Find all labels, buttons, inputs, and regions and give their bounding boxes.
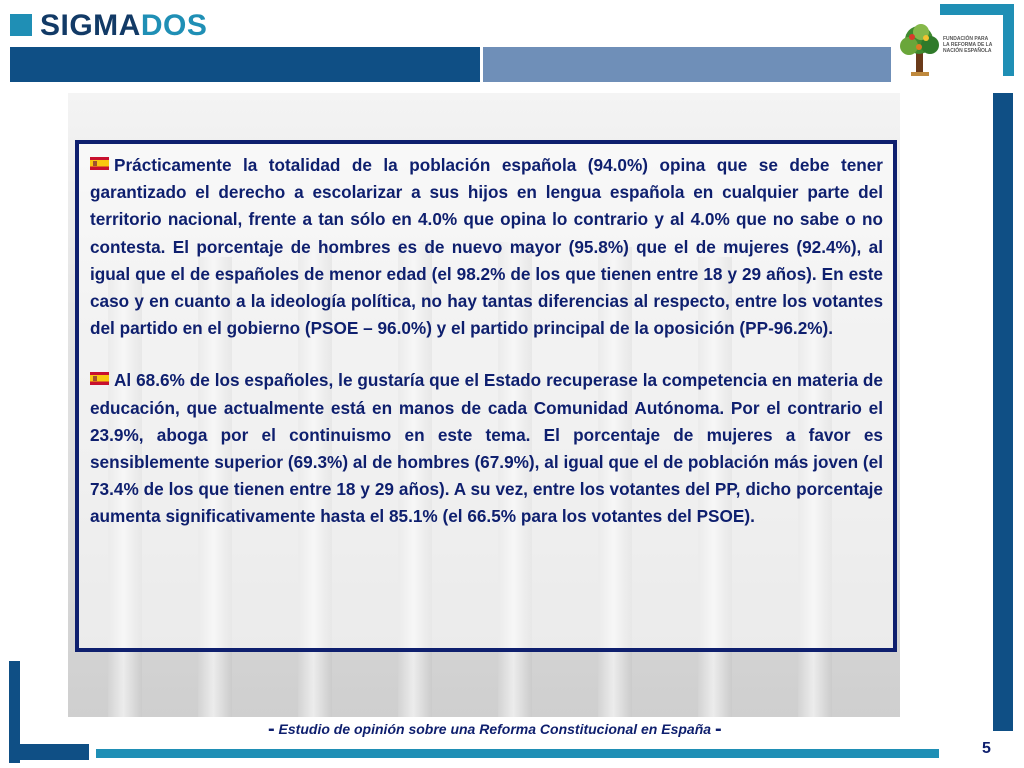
foundation-line: FUNDACIÓN PARA xyxy=(943,36,989,42)
footer-caption-text: Estudio de opinión sobre una Reforma Constitucional en España xyxy=(274,721,715,737)
paragraph-text: Al 68.6% de los españoles, le gustaría que el Estado recuperase la competencia en materia de educación, que actualmente está en manos de cada Comunidad Autónoma. Por el contrario el 23.9%, aboga por el continuismo en este tema. El porcentaje de mujeres a favor es sensiblemente superior (69.3%) al de hombres (67.9%), al igual que el de población más joven (el 73.4% de los que tienen entre 18 y 29 años). A su vez, entre los votantes del PP, dicho porcentaje aumenta significativamente hasta el 85.1% (el 66.5% para los votantes del PSOE). xyxy=(90,370,883,527)
tree-icon xyxy=(897,20,943,78)
header-bar-light xyxy=(483,47,891,82)
corner-bracket-bottom xyxy=(9,744,89,760)
header-bar-dark xyxy=(10,47,480,82)
bullet-paragraph xyxy=(90,367,883,530)
logo-text-dos: DOS xyxy=(140,9,208,42)
bullet-paragraph xyxy=(90,152,883,342)
footer-dash: - xyxy=(268,718,275,740)
paragraph-text: Prácticamente la totalidad de la población española (94.0%) opina que se debe tener garantizado el derecho a escolarizar a sus hijos en lengua española en cualquier parte del territorio nacional, frente a tan sólo en 4.0% que opina lo contrario y al 4.0% que no sabe o no contesta. El porcentaje de hombres es de nuevo mayor (95.8%) que el de mujeres (92.4%), al igual que el de españoles de menor edad (el 98.2% de los que tienen entre 18 y 29 años). En este caso y en cuanto a la ideología política, no hay tantas diferencias al respecto, entre los votantes del partido en el gobierno (PSOE – 96.0%) y el partido principal de la oposición (PP-96.2%). xyxy=(90,155,883,339)
foundation-line: LA REFORMA DE LA xyxy=(943,42,993,48)
logo-text-sigma: SIGMA xyxy=(40,9,141,42)
corner-bracket-right xyxy=(1003,4,1014,76)
right-accent-stripe xyxy=(993,93,1013,731)
spain-flag-icon xyxy=(90,157,109,170)
footer-caption xyxy=(268,718,722,741)
spain-flag-icon xyxy=(90,372,109,385)
foundation-line: NACIÓN ESPAÑOLA xyxy=(943,48,992,54)
footer-bar xyxy=(96,749,939,758)
logo-mark xyxy=(10,14,32,36)
page-number: 5 xyxy=(982,740,991,757)
foundation-logo xyxy=(897,20,997,78)
footer-dash: - xyxy=(714,718,722,740)
foundation-name xyxy=(943,36,992,54)
text-panel xyxy=(75,140,897,652)
sigmados-logo xyxy=(40,8,207,44)
